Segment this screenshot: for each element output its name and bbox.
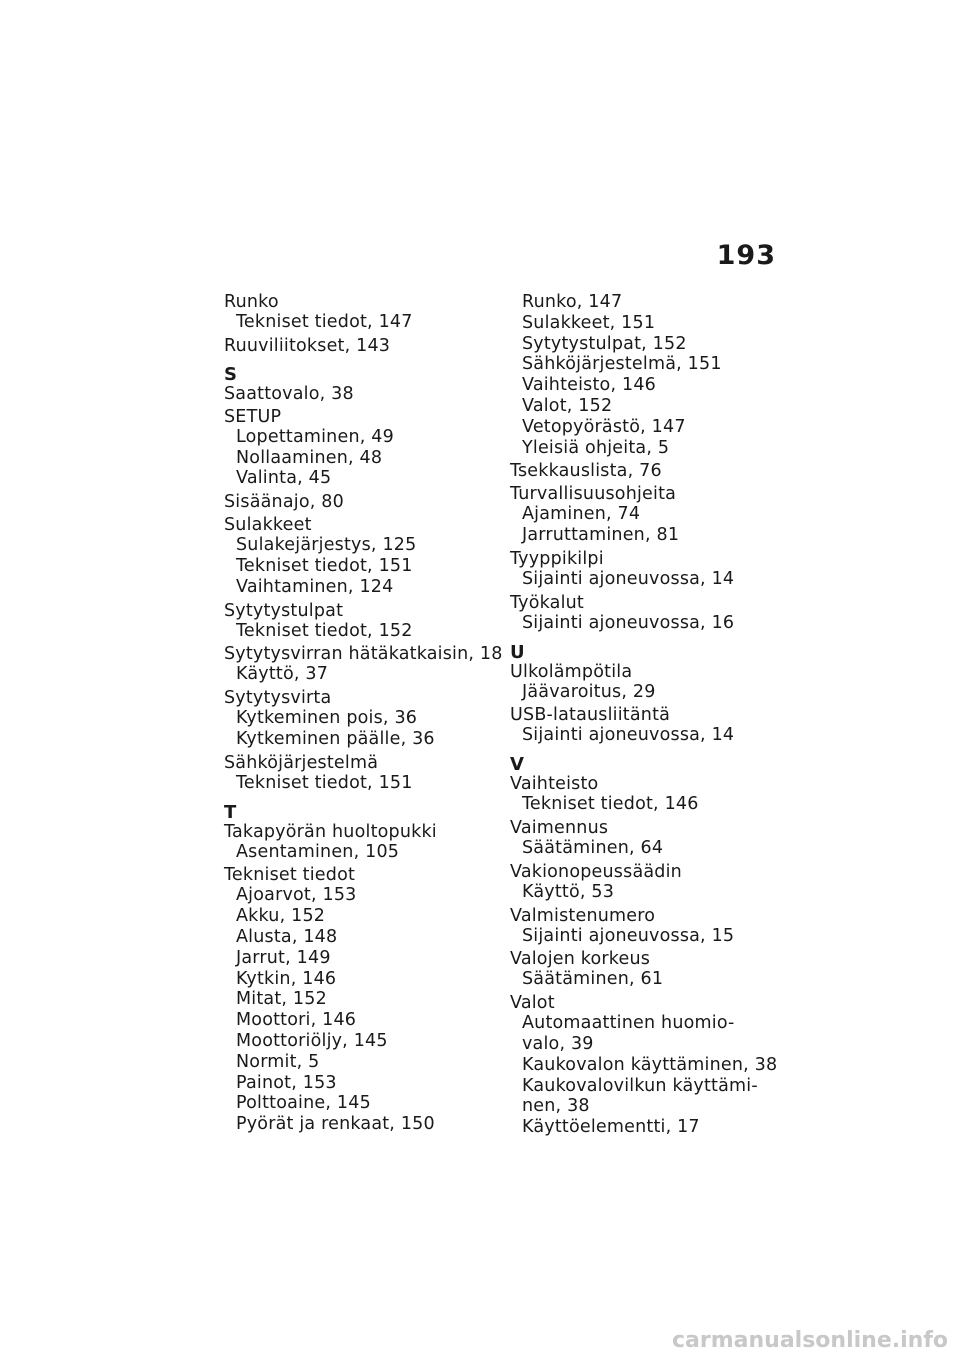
index-subentry: nen, 38	[522, 1096, 590, 1117]
index-entry: Sisäänajo, 80	[224, 492, 344, 513]
index-subentry: Runko, 147	[522, 292, 623, 312]
index-subentry: Jarrut, 149	[236, 947, 331, 968]
index-subentry: Alusta, 148	[236, 926, 338, 947]
index-entry: Valot	[510, 993, 555, 1014]
index-subentry: Lopettaminen, 49	[236, 426, 394, 447]
index-subentry: Vaihtaminen, 124	[236, 576, 394, 597]
index-subentry: Valot, 152	[522, 395, 613, 416]
index-subentry: Vetopyörästö, 147	[522, 416, 686, 437]
index-subentry: Sijainti ajoneuvossa, 14	[522, 568, 735, 589]
index-subentry: Jarruttaminen, 81	[522, 525, 680, 546]
index-entry: SETUP	[224, 406, 282, 427]
index-entry: Sähköjärjestelmä	[224, 752, 379, 773]
index-subentry: Säätäminen, 64	[522, 837, 664, 858]
index-entry: Sytytysvirran hätäkatkaisin, 18	[224, 644, 503, 665]
index-entry: Sytytystulpat	[224, 600, 344, 621]
index-subentry: Sijainti ajoneuvossa, 16	[522, 612, 735, 633]
index-entry: Sulakkeet	[224, 515, 312, 536]
index-entry: Työkalut	[510, 592, 584, 613]
index-entry: Saattovalo, 38	[224, 383, 354, 404]
index-entry: Tyyppikilpi	[510, 548, 604, 569]
index-subentry: Kaukovalovilkun käyttämi-	[522, 1075, 758, 1096]
index-entry: Sytytysvirta	[224, 688, 332, 709]
index-entry: Valmistenumero	[510, 905, 656, 926]
index-subentry: Nollaaminen, 48	[236, 447, 383, 468]
index-subentry: Tekniset tiedot, 147	[236, 312, 413, 332]
index-subentry: Säätäminen, 61	[522, 969, 664, 990]
index-entry: Valojen korkeus	[510, 949, 651, 970]
index-subentry: Sijainti ajoneuvossa, 14	[522, 725, 735, 746]
index-subentry: Tekniset tiedot, 151	[236, 555, 413, 576]
index-subentry: Automaattinen huomio-	[522, 1013, 735, 1034]
index-entry: Ulkolämpötila	[510, 661, 633, 682]
index-letter-heading: U	[510, 641, 525, 663]
index-subentry: Jäävaroitus, 29	[522, 681, 656, 702]
index-subentry: Käyttöelementti, 17	[522, 1117, 700, 1138]
index-entry: Takapyörän huoltopukki	[224, 821, 437, 842]
index-entry: Vaimennus	[510, 817, 609, 838]
index-subentry: Akku, 152	[236, 906, 326, 927]
index-subentry: Sähköjärjestelmä, 151	[522, 354, 722, 375]
index-subentry: Sytytystulpat, 152	[522, 333, 687, 354]
index-subentry: Moottori, 146	[236, 1010, 357, 1031]
index-subentry: Moottoriöljy, 145	[236, 1030, 388, 1051]
index-column-right	[510, 292, 790, 1138]
index-subentry: Tekniset tiedot, 152	[236, 620, 413, 641]
index-subentry: Tekniset tiedot, 151	[236, 772, 413, 793]
index-letter-heading: T	[224, 801, 237, 823]
index-subentry: Pyörät ja renkaat, 150	[236, 1114, 435, 1135]
index-entry: Tsekkauslista, 76	[510, 461, 662, 482]
index-subentry: Painot, 153	[236, 1072, 337, 1093]
index-subentry: valo, 39	[522, 1033, 594, 1054]
index-entry: Vaihteisto	[510, 774, 599, 795]
index-subentry: Sijainti ajoneuvossa, 15	[522, 925, 735, 946]
index-entry: Ruuviliitokset, 143	[224, 335, 391, 356]
index-subentry: Mitat, 152	[236, 989, 327, 1010]
index-subentry: Polttoaine, 145	[236, 1093, 371, 1114]
index-subentry: Vaihteisto, 146	[522, 375, 656, 396]
index-column-left	[224, 292, 504, 1135]
index-entry: Vakionopeussäädin	[510, 861, 682, 882]
index-subentry: Tekniset tiedot, 146	[522, 794, 699, 815]
watermark: carmanualsonline.info	[672, 1328, 948, 1353]
index-subentry: Kytkeminen pois, 36	[236, 708, 418, 729]
index-subentry: Käyttö, 53	[522, 881, 615, 902]
index-entry: USB-latausliitäntä	[510, 705, 671, 726]
index-entry: Tekniset tiedot	[224, 865, 356, 886]
index-subentry: Normit, 5	[236, 1051, 320, 1072]
index-entry: Runko	[224, 292, 279, 312]
index-subentry: Yleisiä ohjeita, 5	[522, 437, 670, 458]
index-letter-heading: V	[510, 754, 525, 776]
index-subentry: Kytkeminen päälle, 36	[236, 728, 435, 749]
index-subentry: Sulakkeet, 151	[522, 312, 656, 333]
index-subentry: Ajoarvot, 153	[236, 885, 357, 906]
index-subentry: Käyttö, 37	[236, 664, 329, 685]
index-subentry: Kytkin, 146	[236, 968, 337, 989]
index-subentry: Kaukovalon käyttäminen, 38	[522, 1054, 778, 1075]
index-subentry: Valinta, 45	[236, 468, 332, 489]
index-subentry: Sulakejärjestys, 125	[236, 535, 417, 556]
index-letter-heading: S	[224, 363, 238, 385]
index-entry: Turvallisuusohjeita	[510, 484, 677, 505]
index-subentry: Ajaminen, 74	[522, 504, 641, 525]
index-subentry: Asentaminen, 105	[236, 841, 400, 862]
page-number: 193	[716, 240, 776, 271]
